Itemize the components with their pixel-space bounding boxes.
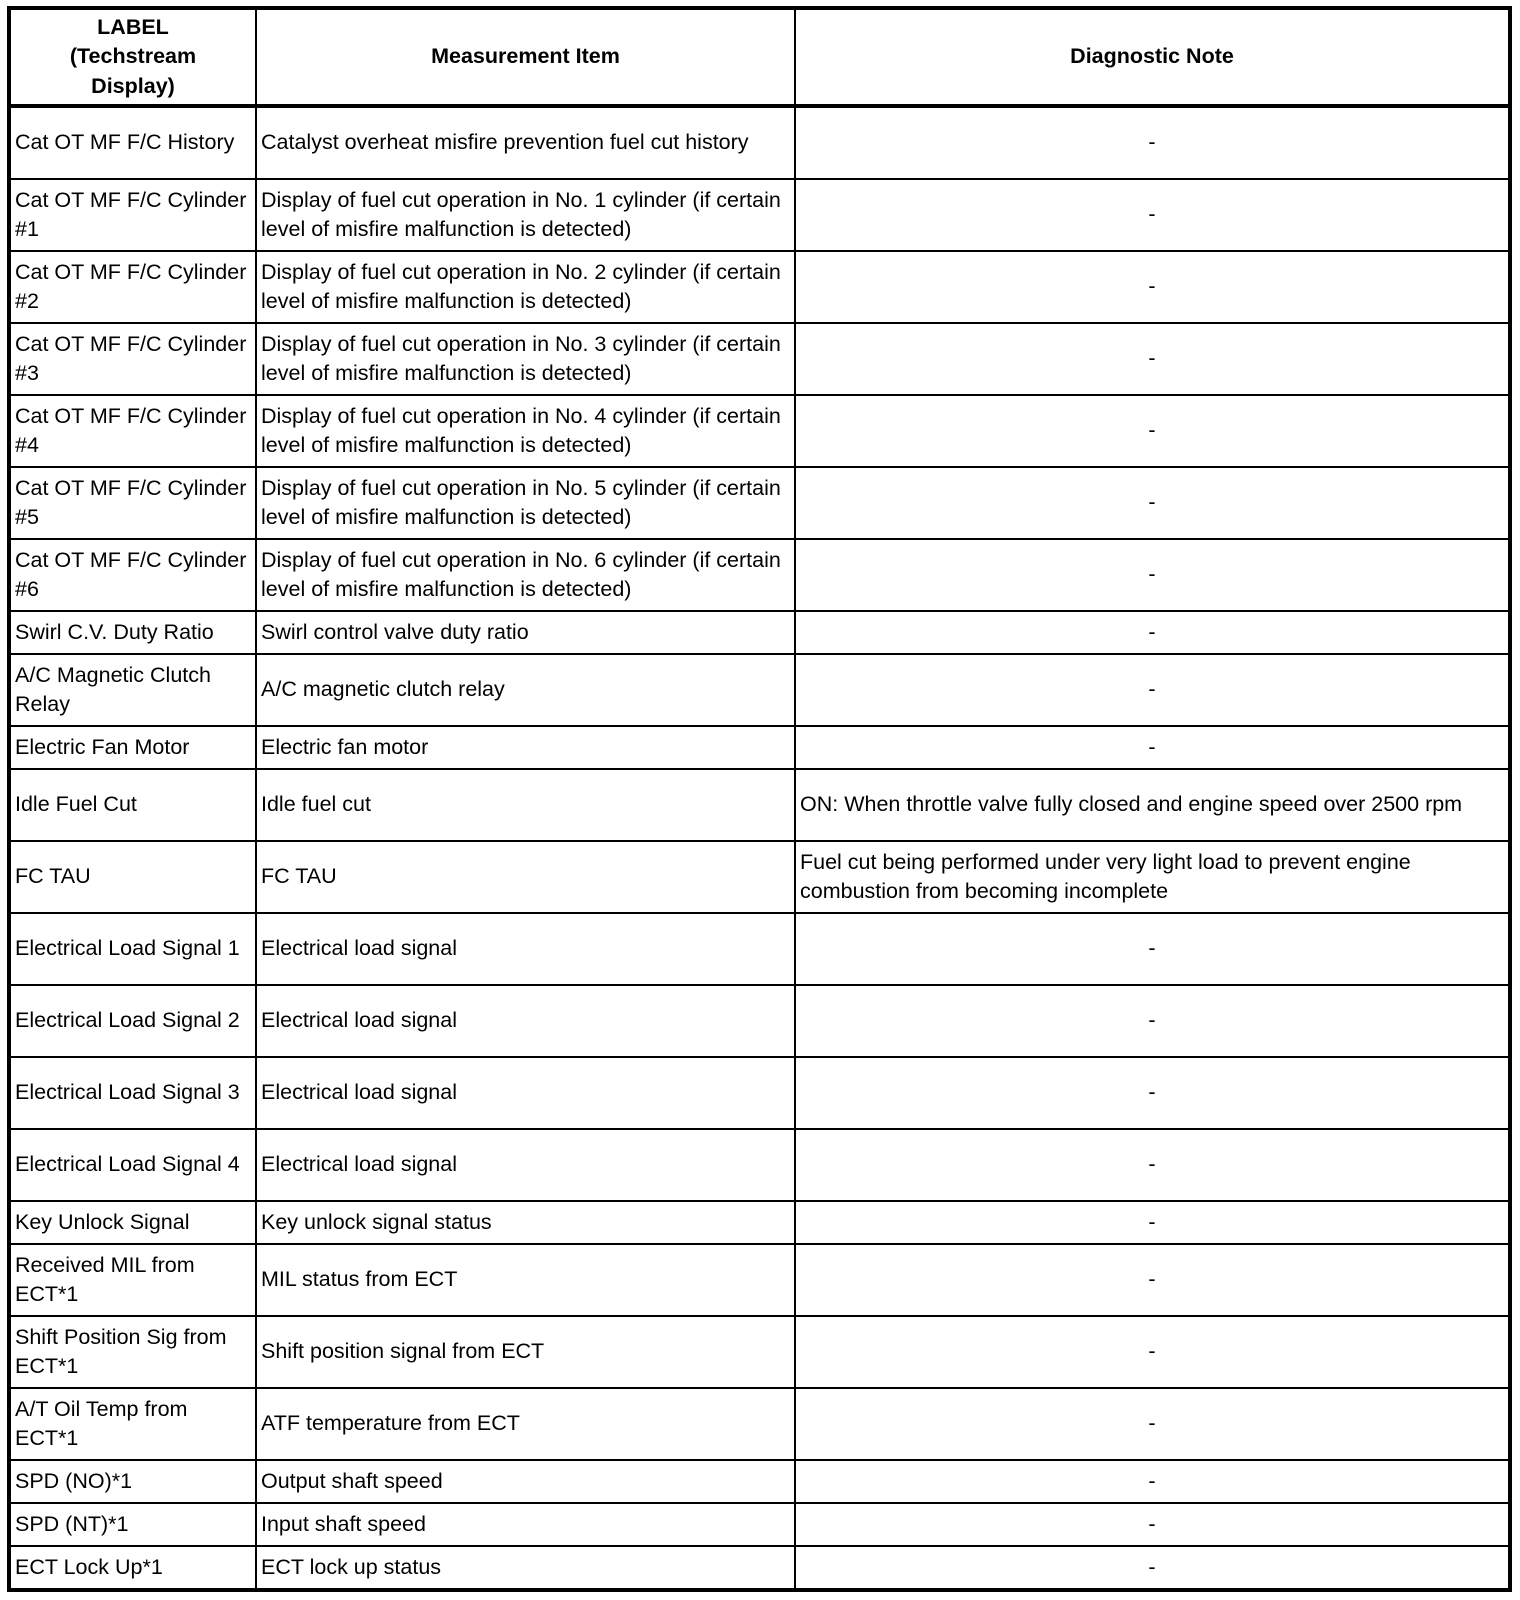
cell-diagnostic-note: - [795, 179, 1510, 251]
cell-measurement-item: FC TAU [256, 841, 795, 913]
table-row [9, 1057, 1510, 1129]
cell-measurement-item: ATF temperature from ECT [256, 1388, 795, 1460]
header-label-line-1: LABEL [97, 14, 169, 39]
cell-measurement-item: Electrical load signal [256, 913, 795, 985]
table-row [9, 1129, 1510, 1201]
cell-label: Idle Fuel Cut [9, 769, 256, 841]
cell-diagnostic-note: - [795, 323, 1510, 395]
cell-label: Cat OT MF F/C Cylinder #6 [9, 539, 256, 611]
cell-diagnostic-note: - [795, 913, 1510, 985]
table-row [9, 395, 1510, 467]
cell-diagnostic-note: - [795, 106, 1510, 179]
cell-measurement-item: Catalyst overheat misfire prevention fuel cut history [256, 106, 795, 179]
cell-label: Electric Fan Motor [9, 726, 256, 769]
cell-diagnostic-note: - [795, 1546, 1510, 1590]
cell-measurement-item: Electrical load signal [256, 1129, 795, 1201]
cell-label: Received MIL from ECT*1 [9, 1244, 256, 1316]
cell-diagnostic-note: - [795, 467, 1510, 539]
cell-label: SPD (NT)*1 [9, 1503, 256, 1546]
cell-measurement-item: MIL status from ECT [256, 1244, 795, 1316]
cell-diagnostic-note: - [795, 1388, 1510, 1460]
cell-label: FC TAU [9, 841, 256, 913]
cell-measurement-item: Idle fuel cut [256, 769, 795, 841]
table-row [9, 539, 1510, 611]
table-row [9, 1546, 1510, 1590]
cell-label: Shift Position Sig from ECT*1 [9, 1316, 256, 1388]
table-row [9, 985, 1510, 1057]
cell-diagnostic-note: - [795, 654, 1510, 726]
cell-label: ECT Lock Up*1 [9, 1546, 256, 1590]
header-diagnostic-note: Diagnostic Note [795, 8, 1510, 106]
table-row [9, 1244, 1510, 1316]
table-row [9, 179, 1510, 251]
cell-measurement-item: A/C magnetic clutch relay [256, 654, 795, 726]
cell-diagnostic-note: - [795, 539, 1510, 611]
table-body [9, 106, 1510, 1590]
cell-label: Cat OT MF F/C History [9, 106, 256, 179]
cell-label: A/C Magnetic Clutch Relay [9, 654, 256, 726]
header-measurement-item: Measurement Item [256, 8, 795, 106]
cell-label: Cat OT MF F/C Cylinder #2 [9, 251, 256, 323]
cell-diagnostic-note: - [795, 1201, 1510, 1244]
cell-label: Cat OT MF F/C Cylinder #5 [9, 467, 256, 539]
table-row [9, 467, 1510, 539]
cell-label: Electrical Load Signal 4 [9, 1129, 256, 1201]
cell-measurement-item: Electrical load signal [256, 1057, 795, 1129]
table-header [9, 8, 1510, 106]
cell-diagnostic-note: - [795, 726, 1510, 769]
table-row [9, 841, 1510, 913]
cell-diagnostic-note: ON: When throttle valve fully closed and engine speed over 2500 rpm [795, 769, 1510, 841]
cell-diagnostic-note: - [795, 985, 1510, 1057]
cell-label: Electrical Load Signal 2 [9, 985, 256, 1057]
cell-diagnostic-note: - [795, 1129, 1510, 1201]
cell-diagnostic-note: Fuel cut being performed under very light load to prevent engine combustion from becoming incomplete [795, 841, 1510, 913]
cell-label: Cat OT MF F/C Cylinder #3 [9, 323, 256, 395]
cell-measurement-item: Swirl control valve duty ratio [256, 611, 795, 654]
cell-measurement-item: Display of fuel cut operation in No. 2 cylinder (if certain level of misfire malfunction is detected) [256, 251, 795, 323]
table-row [9, 769, 1510, 841]
table-row [9, 1503, 1510, 1546]
table-row [9, 251, 1510, 323]
cell-measurement-item: Shift position signal from ECT [256, 1316, 795, 1388]
table-row [9, 1316, 1510, 1388]
cell-diagnostic-note: - [795, 251, 1510, 323]
cell-label: Electrical Load Signal 3 [9, 1057, 256, 1129]
table-row [9, 1201, 1510, 1244]
table-row [9, 913, 1510, 985]
cell-diagnostic-note: - [795, 611, 1510, 654]
cell-measurement-item: Display of fuel cut operation in No. 5 cylinder (if certain level of misfire malfunction is detected) [256, 467, 795, 539]
cell-diagnostic-note: - [795, 1057, 1510, 1129]
cell-diagnostic-note: - [795, 1503, 1510, 1546]
cell-label: SPD (NO)*1 [9, 1460, 256, 1503]
data-list-table [7, 6, 1512, 1592]
cell-measurement-item: Input shaft speed [256, 1503, 795, 1546]
cell-diagnostic-note: - [795, 395, 1510, 467]
cell-measurement-item: Output shaft speed [256, 1460, 795, 1503]
table-row [9, 1388, 1510, 1460]
cell-diagnostic-note: - [795, 1244, 1510, 1316]
header-label-line-3: Display) [91, 73, 175, 98]
table-row [9, 726, 1510, 769]
table-row [9, 1460, 1510, 1503]
table-row [9, 323, 1510, 395]
cell-measurement-item: ECT lock up status [256, 1546, 795, 1590]
cell-diagnostic-note: - [795, 1460, 1510, 1503]
cell-label: Cat OT MF F/C Cylinder #4 [9, 395, 256, 467]
cell-measurement-item: Electrical load signal [256, 985, 795, 1057]
header-label [9, 8, 256, 106]
cell-measurement-item: Display of fuel cut operation in No. 3 cylinder (if certain level of misfire malfunction is detected) [256, 323, 795, 395]
cell-label: A/T Oil Temp from ECT*1 [9, 1388, 256, 1460]
header-row [9, 8, 1510, 106]
cell-measurement-item: Display of fuel cut operation in No. 1 cylinder (if certain level of misfire malfunction is detected) [256, 179, 795, 251]
cell-measurement-item: Display of fuel cut operation in No. 4 cylinder (if certain level of misfire malfunction is detected) [256, 395, 795, 467]
cell-measurement-item: Display of fuel cut operation in No. 6 cylinder (if certain level of misfire malfunction is detected) [256, 539, 795, 611]
cell-label: Cat OT MF F/C Cylinder #1 [9, 179, 256, 251]
cell-label: Electrical Load Signal 1 [9, 913, 256, 985]
table-row [9, 654, 1510, 726]
cell-measurement-item: Electric fan motor [256, 726, 795, 769]
table-row [9, 106, 1510, 179]
table-row [9, 611, 1510, 654]
cell-diagnostic-note: - [795, 1316, 1510, 1388]
cell-measurement-item: Key unlock signal status [256, 1201, 795, 1244]
cell-label: Key Unlock Signal [9, 1201, 256, 1244]
header-label-line-2: (Techstream [69, 44, 197, 69]
cell-label: Swirl C.V. Duty Ratio [9, 611, 256, 654]
